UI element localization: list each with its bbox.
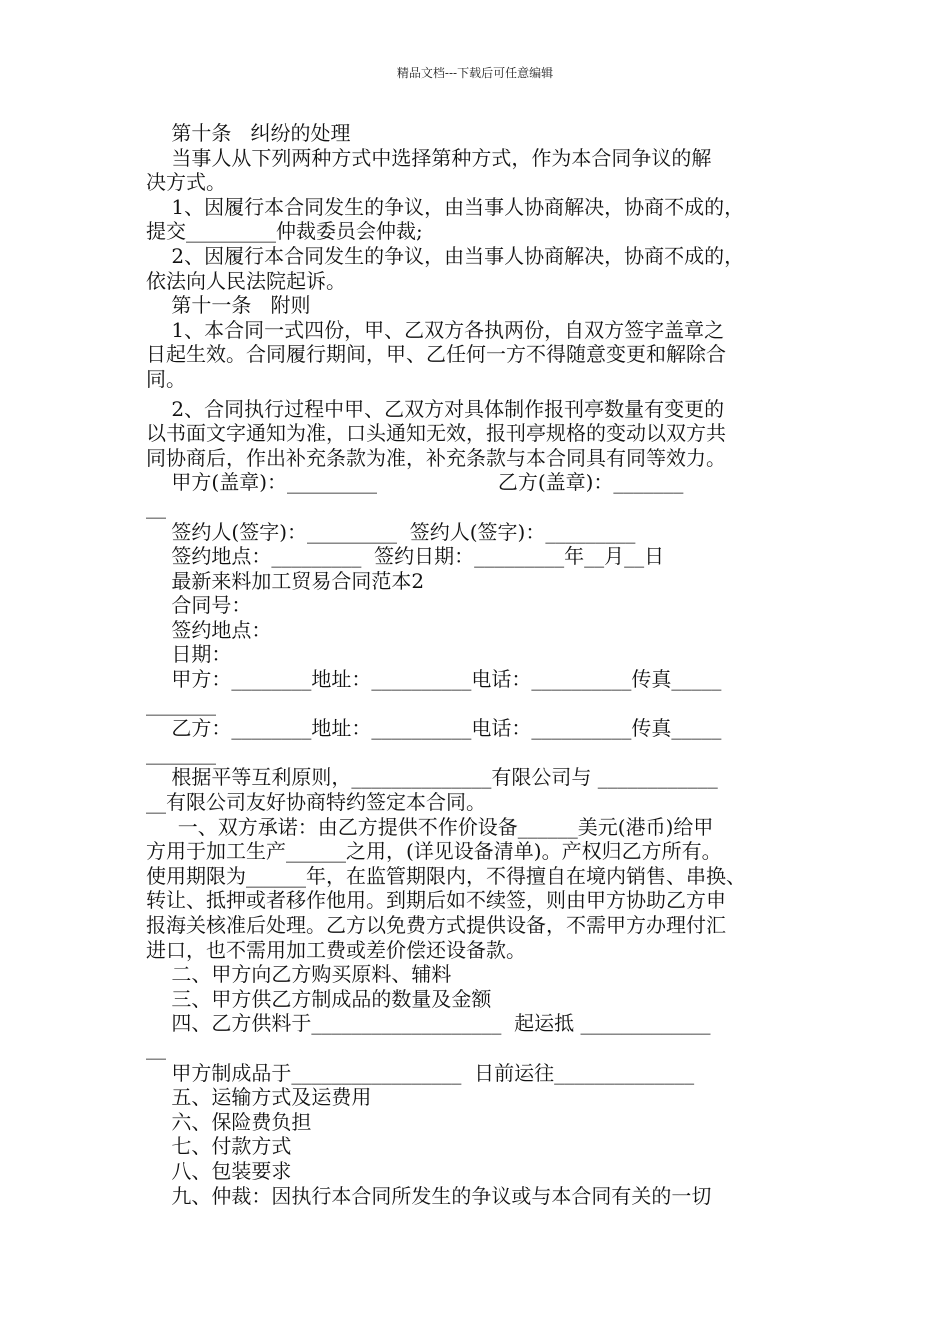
text-line: 二、甲方向乙方购买原料、辅料 [146,962,452,987]
text-line: 第十条 纠纷的处理 [146,121,351,145]
text-line: _______ [146,740,216,765]
text-line: 四、乙方供料于___________________ 起运抵 _____________ [146,1011,711,1036]
text-line: 2、因履行本合同发生的争议，由当事人协商解决，协商不成的， [146,243,745,268]
text-line: 签约人(签字)：_________ 签约人(签字)：_________ [146,519,636,544]
text-line: __ [146,1035,166,1060]
text-line: __ [146,494,166,519]
text-line: 提交_________仲裁委员会仲裁; [146,219,423,244]
text-line: 当事人从下列两种方式中选择第种方式，作为本合同争议的解 [146,145,712,170]
text-line: 依法向人民法院起诉。 [146,268,346,293]
text-line: _______ [146,691,216,716]
text-line: 签约地点： [146,617,272,642]
text-line: 进口，也不需用加工费或差价偿还设备款。 [146,937,526,962]
text-line: 1、因履行本合同发生的争议，由当事人协商解决，协商不成的， [146,194,745,219]
text-line: 三、甲方供乙方制成品的数量及金额 [146,986,492,1011]
text-line: 方用于加工生产______之用，(详见设备清单)。产权归乙方所有。 [146,839,722,864]
text-line: 合同号： [146,593,252,618]
text-line: 甲方(盖章)：_________ 乙方(盖章)：_______ [146,470,684,495]
text-line: 以书面文字通知为准，口头通知无效，报刊亭规格的变动以双方共 [146,421,726,446]
text-line: 七、付款方式 [146,1134,292,1159]
text-line: __有限公司友好协商特约签定本合同。 [146,790,486,815]
text-line: 1、本合同一式四份，甲、乙双方各执两份，自双方签字盖章之 [146,317,725,342]
text-line: 最新来料加工贸易合同范本2 [146,568,425,593]
text-line: 同。 [146,366,186,391]
text-line: 甲方：________地址：__________电话：__________传真_____ [146,667,722,692]
text-line: 2、合同执行过程中甲、乙双方对具体制作报刊亭数量有变更的 [146,396,725,421]
text-line: 决方式。 [146,170,226,195]
text-line: 同协商后，作出补充条款为准，补充条款与本合同具有同等效力。 [146,445,726,470]
text-line: 日期： [146,642,232,667]
text-line: 报海关核准后处理。乙方以免费方式提供设备，不需甲方办理付汇 [146,913,726,937]
text-line: 甲方制成品于_________________ 日前运往______________ [146,1060,695,1085]
document-body [146,121,808,1208]
text-line: 五、运输方式及运费用 [146,1085,372,1110]
text-line: 八、包装要求 [146,1158,292,1183]
text-line: 六、保险费负担 [146,1109,312,1134]
text-line: 一、双方承诺：由乙方提供不作价设备______美元(港币)给甲 [146,814,714,839]
text-line: 签约地点：_________ 签约日期：_________年__月__日 [146,544,665,569]
text-line: 九、仲裁：因执行本合同所发生的争议或与本合同有关的一切 [146,1183,712,1208]
text-line: 第十一条 附则 [146,293,311,318]
text-line: 日起生效。合同履行期间，甲、乙任何一方不得随意变更和解除合 [146,342,726,367]
text-line: 转让、抵押或者移作他用。到期后如不续签，则由甲方协助乙方申 [146,888,726,913]
text-line: 根据平等互利原则，______________有限公司与 ____________ [146,765,718,790]
page-header: 精品文档---下载后可任意编辑 [396,66,554,80]
text-line: 使用期限为______年，在监管期限内，不得擅自在境内销售、串换、 [146,863,746,888]
text-line: 乙方：________地址：__________电话：__________传真_____ [146,716,722,741]
